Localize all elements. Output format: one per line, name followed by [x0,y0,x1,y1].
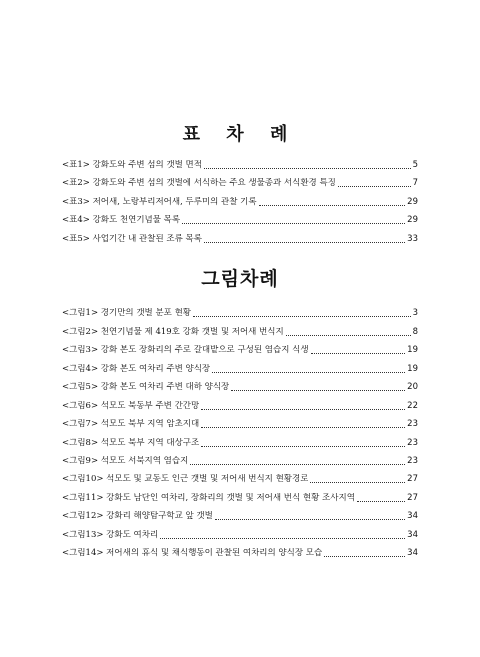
dot-leader [311,353,406,354]
figure-list-entry-label: <그림11> 강화도 남단인 여차리, 장화리의 갯벌 및 저어새 번식 현황 조사지역 [62,492,355,503]
table-list-entry-page-number: 29 [407,215,418,226]
table-list-entry[interactable] [62,171,418,190]
table-list-entry-page-number: 7 [412,178,418,189]
figure-list-entry[interactable] [62,522,418,540]
figure-list-entry-label: <그림9> 석모도 서북지역 염습지 [62,455,189,466]
table-list-entry-page-number: 5 [412,159,418,170]
figure-list-entry[interactable] [62,430,418,448]
table-list-entry-label: <표2> 강화도와 주변 섬의 갯벌에 서식하는 주요 생물종과 서식환경 특징 [62,178,336,189]
figure-list-entry-label: <그림10> 석모도 및 교동도 인근 갯벌 및 저어새 번식지 현황경로 [62,474,309,485]
figure-list-title: 그림차례 [201,268,279,290]
figure-list-entry[interactable] [62,412,418,430]
dot-leader [190,464,405,465]
table-list-title: 표 차 례 [182,124,298,145]
table-list-entry-label: <표3> 저어새, 노랑부리저어새, 두루미의 관찰 기록 [62,196,257,207]
dot-leader [193,316,411,317]
dot-leader [204,242,405,243]
figure-list-entry[interactable] [62,356,418,374]
figure-list-entry-label: <그림1> 경기만의 갯벌 분포 현황 [62,308,191,319]
figure-list-entry[interactable] [62,301,418,319]
figure-list-entry[interactable] [62,319,418,337]
figure-list-entry[interactable] [62,393,418,411]
figure-list-entry-page-number: 27 [407,492,418,503]
figure-list-entry-label: <그림5> 강화 본도 여차리 주변 대하 양식장 [62,382,230,393]
figure-list-entry-page-number: 19 [407,345,418,356]
figure-list-entry-label: <그림12> 강화리 해양탐구학교 앞 갯벌 [62,511,213,522]
dot-leader [286,335,411,336]
figure-list-entry-page-number: 3 [412,308,418,319]
figure-list-entry-page-number: 23 [407,455,418,466]
figure-list-entry-page-number: 34 [407,511,418,522]
dot-leader [160,538,405,539]
dot-leader [310,482,405,483]
figure-list-entry-page-number: 34 [407,529,418,540]
figure-list-entry-label: <그림3> 강화 본도 장화리의 주로 갈대밭으로 구성된 염습지 식생 [62,345,309,356]
figure-list-entry-label: <그림2> 천연기념물 제 419호 강화 갯벌 및 저어새 번식지 [62,326,284,337]
figure-list-entry-label: <그림13> 강화도 여차리 [62,529,159,540]
table-list-entry[interactable] [62,152,418,171]
dot-leader [212,372,405,373]
table-list-entry-page-number: 33 [407,233,418,244]
figure-list-entry[interactable] [62,485,418,503]
figure-list [62,301,418,559]
figure-list-entry-label: <그림7> 석모도 북부 지역 암초지대 [62,419,200,430]
figure-list-entry-label: <그림8> 석모도 북부 지역 대상구조 [62,437,200,448]
figure-list-entry-page-number: 27 [407,474,418,485]
dot-leader [201,427,405,428]
figure-list-entry-page-number: 8 [412,326,418,337]
figure-list-entry-page-number: 22 [407,400,418,411]
dot-leader [231,390,405,391]
table-list-entry[interactable] [62,208,418,227]
dot-leader [259,205,406,206]
table-list-entry-label: <표5> 사업기간 내 관찰된 조류 목록 [62,233,202,244]
dot-leader [204,168,411,169]
dot-leader [357,501,405,502]
figure-list-entry[interactable] [62,504,418,522]
figure-list-entry-label: <그림4> 강화 본도 여차리 주변 양식장 [62,363,211,374]
dot-leader [324,556,405,557]
table-list-entry[interactable] [62,226,418,245]
figure-list-entry-page-number: 23 [407,437,418,448]
table-list-entry-label: <표4> 강화도 천연기념물 목록 [62,215,181,226]
dot-leader [201,409,405,410]
table-list [62,152,418,245]
table-list-entry-label: <표1> 강화도와 주변 섬의 갯벌 면적 [62,159,202,170]
figure-list-entry[interactable] [62,449,418,467]
dot-leader [182,223,405,224]
table-list-entry-page-number: 29 [407,196,418,207]
figure-list-entry-page-number: 19 [407,363,418,374]
figure-list-entry[interactable] [62,541,418,559]
figure-list-entry[interactable] [62,467,418,485]
dot-leader [201,446,405,447]
figure-list-entry-page-number: 20 [407,382,418,393]
dot-leader [338,186,411,187]
figure-list-entry-label: <그림14> 저어새의 휴식 및 채식행동이 관찰된 여차리의 양식장 모습 [62,548,323,559]
figure-list-entry[interactable] [62,375,418,393]
figure-list-entry-page-number: 23 [407,419,418,430]
figure-list-entry-page-number: 34 [407,548,418,559]
figure-list-entry[interactable] [62,338,418,356]
table-list-entry[interactable] [62,189,418,208]
dot-leader [215,519,405,520]
figure-list-entry-label: <그림6> 석모도 북동부 주변 간간망 [62,400,200,411]
